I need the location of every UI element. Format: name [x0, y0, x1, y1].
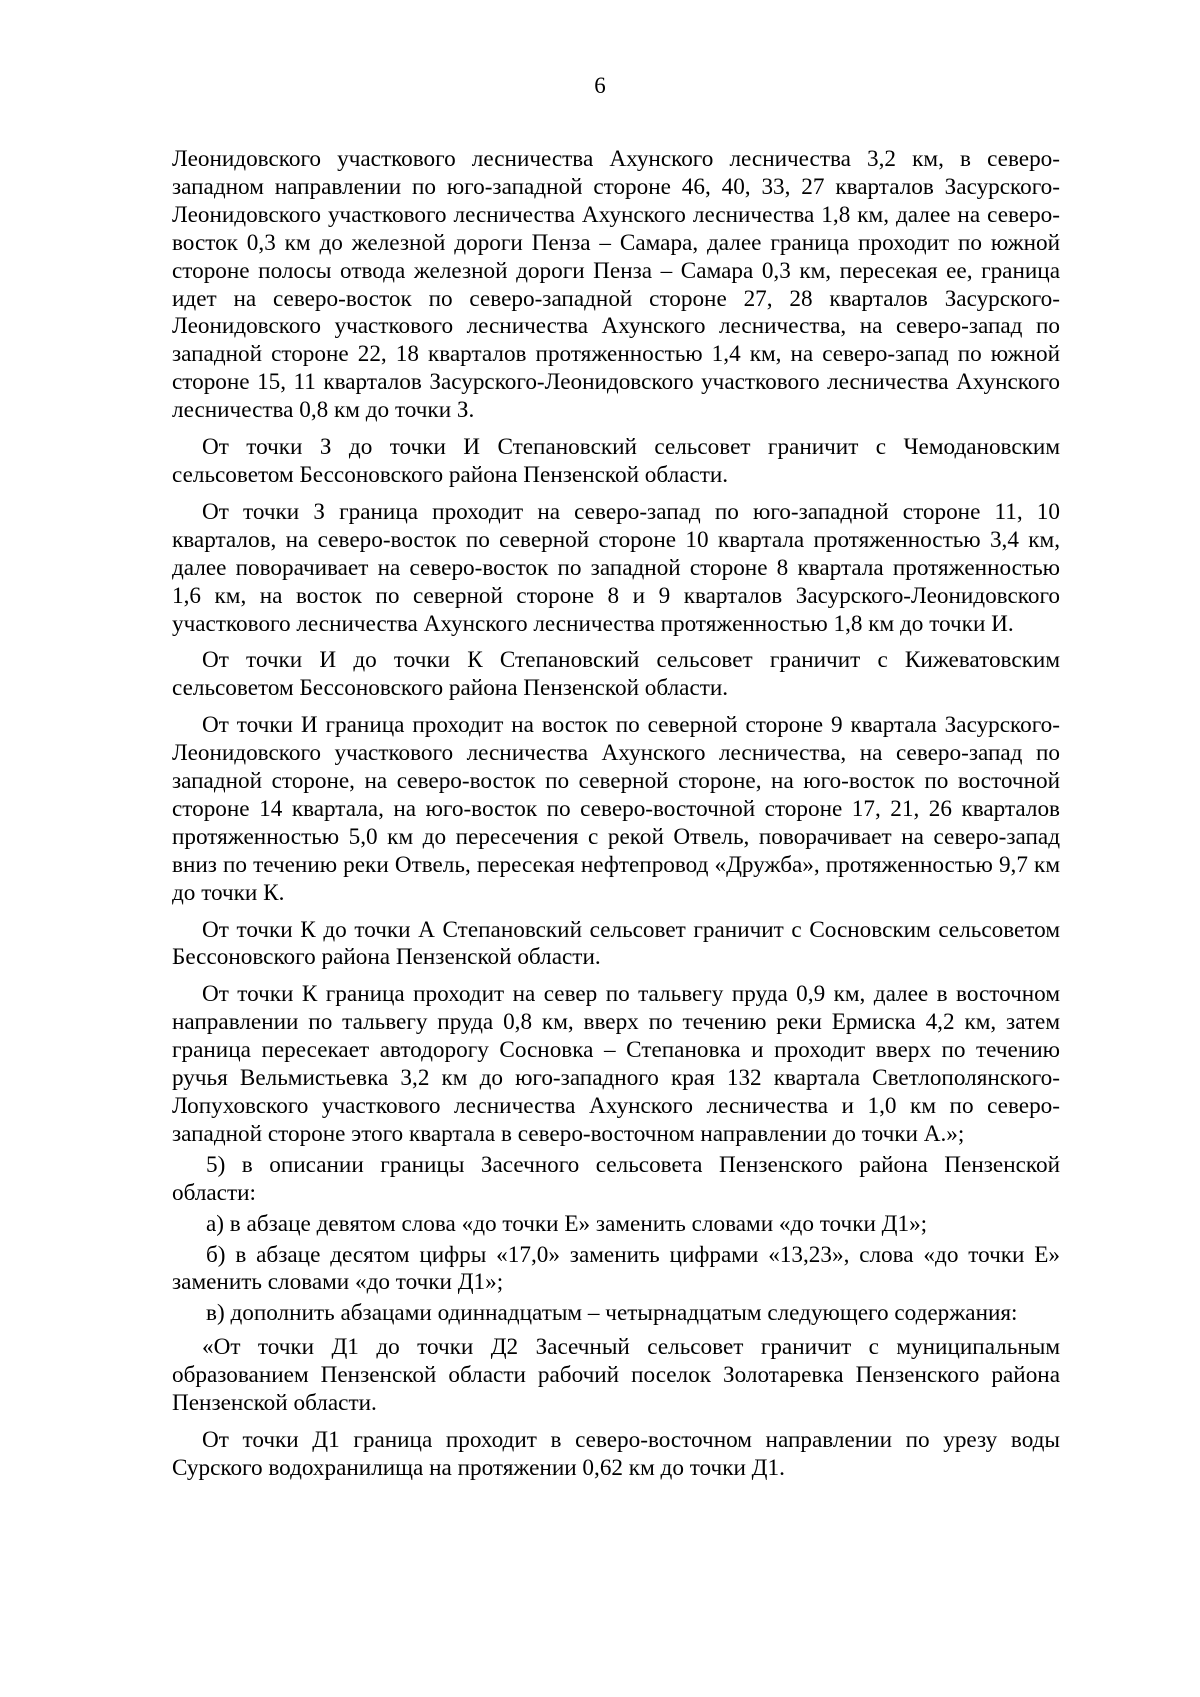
- paragraph-continuation: Леонидовского участкового лесничества Ахунского лесничества 3,2 км, в северо-западном направлении по юго-западной стороне 46, 40, 33, 27 кварталов Засурского-Леонидовского участкового лесничества Ахунского лесничества 1,8 км, далее на северо-восток 0,3 км до железной дороги Пенза – Самара, далее граница проходит по южной стороне полосы отвода железной дороги Пенза – Самара 0,3 км, пересекая ее, граница идет на северо-восток по северо-западной стороне 27, 28 кварталов Засурского-Леонидовского участкового лесничества Ахунского лесничества, на северо-запад по западной стороне 22, 18 кварталов протяженностью 1,4 км, на северо-запад по южной стороне 15, 11 кварталов Засурского-Леонидовского участкового лесничества Ахунского лесничества 0,8 км до точки З.: [172, 146, 1060, 424]
- paragraph-boundary-z-i: От точки З до точки И Степановский сельсовет граничит с Чемодановским сельсоветом Бессоновского района Пензенской области.: [172, 434, 1060, 488]
- sub-item-a: а) в абзаце девятом слова «до точки Е» заменить словами «до точки Д1»;: [206, 1210, 928, 1237]
- paragraph-route-z-i: От точки З граница проходит на северо-запад по юго-западной стороне 11, 10 кварталов, на северо-восток по северной стороне 10 квартала протяженностью 3,4 км, далее поворачивает на северо-восток по западной стороне 8 квартала протяженностью 1,6 км, на восток по северной стороне 8 и 9 кварталов Засурского-Леонидовского участкового лесничества Ахунского лесничества протяженностью 1,8 км до точки И.: [172, 498, 1060, 637]
- paragraph-boundary-d1-d2: «От точки Д1 до точки Д2 Засечный сельсовет граничит с муниципальным образованием Пензенской области рабочий поселок Золотаревка Пензенского района Пензенской области.: [172, 1334, 1060, 1417]
- list-item-5: 5) в описании границы Засечного сельсовета Пензенского района Пензенской области:: [172, 1151, 1060, 1206]
- paragraph-route-d1: От точки Д1 граница проходит в северо-восточном направлении по урезу воды Сурского водохранилища на протяжении 0,62 км до точки Д1.: [172, 1426, 1060, 1481]
- paragraph-route-i-k: От точки И граница проходит на восток по северной стороне 9 квартала Засурского-Леонидовского участкового лесничества Ахунского лесничества, на северо-запад по западной стороне, на северо-восток по северной стороне, на юго-восток по восточной стороне 14 квартала, на юго-восток по северо-восточной стороне 17, 21, 26 кварталов протяженностью 5,0 км до пересечения с рекой Отвель, поворачивает на северо-запад вниз по течению реки Отвель, пересекая нефтепровод «Дружба», протяженностью 9,7 км до точки К.: [172, 712, 1060, 906]
- page-number: 6: [594, 73, 606, 98]
- paragraph-boundary-i-k: От точки И до точки К Степановский сельсовет граничит с Кижеватовским сельсоветом Бессоновского района Пензенской области.: [172, 647, 1060, 702]
- paragraph-route-k-a: От точки К граница проходит на север по тальвегу пруда 0,9 км, далее в восточном направлении по тальвегу пруда 0,8 км, вверх по течению реки Ермиска 4,2 км, затем граница пересекает автодорогу Сосновка – Степановка и проходит вверх по течению ручья Вельмистьевка 3,2 км до юго-западного края 132 квартала Светлополянского-Лопуховского участкового лесничества Ахунского лесничества и 1,0 км по северо-западной стороне этого квартала в северо-восточном направлении до точки А.»;: [172, 981, 1060, 1147]
- paragraph-boundary-k-a: От точки К до точки А Степановский сельсовет граничит с Сосновским сельсоветом Бессоновского района Пензенской области.: [172, 916, 1060, 971]
- sub-item-v: в) дополнить абзацами одиннадцатым – четырнадцатым следующего содержания:: [206, 1300, 1018, 1327]
- document-body: [172, 146, 1060, 1492]
- sub-item-b: б) в абзаце десятом цифры «17,0» заменить цифрами «13,23», слова «до точки Е» заменить словами «до точки Д1»;: [172, 1241, 1060, 1296]
